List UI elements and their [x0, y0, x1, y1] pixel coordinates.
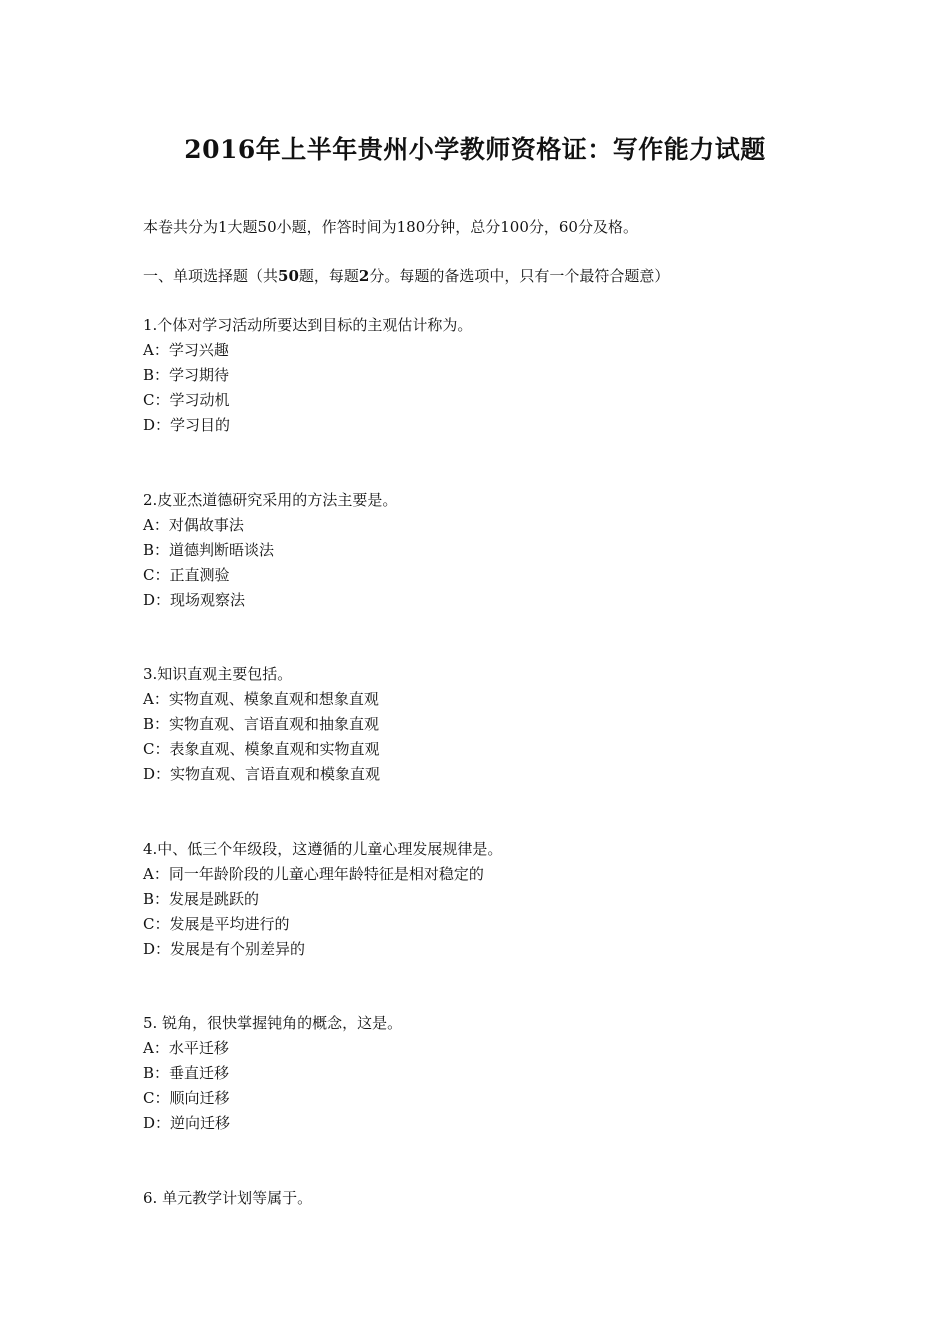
question-option: C：顺向迁移	[143, 1089, 230, 1107]
question-stem: 4.中、低三个年级段，这遵循的儿童心理发展规律是。	[143, 840, 503, 858]
section-heading	[143, 266, 669, 286]
question-option: B：道德判断晤谈法	[143, 541, 275, 559]
question-option: D：实物直观、言语直观和模象直观	[143, 765, 381, 783]
question-option: B：发展是跳跃的	[143, 890, 260, 908]
document-title: 2016年上半年贵州小学教师资格证：写作能力试题	[184, 135, 766, 164]
question-option: A：学习兴趣	[143, 341, 229, 359]
question-option: D：学习目的	[143, 416, 231, 434]
question-option: B：垂直迁移	[143, 1064, 230, 1082]
question-stem: 2.皮亚杰道德研究采用的方法主要是。	[143, 491, 398, 509]
question-option: A：同一年龄阶段的儿童心理年龄特征是相对稳定的	[143, 865, 484, 883]
question-option: C：发展是平均进行的	[143, 915, 290, 933]
section-mid: 题，每题	[298, 267, 359, 285]
question-option: A：水平迁移	[143, 1039, 229, 1057]
section-prefix: 一、单项选择题（共	[143, 267, 279, 285]
question-option: C：表象直观、模象直观和实物直观	[143, 740, 380, 758]
exam-intro: 本卷共分为1大题50小题，作答时间为180分钟，总分100分，60分及格。	[143, 218, 638, 236]
section-count: 50	[278, 267, 299, 285]
question-stem: 6. 单元教学计划等属于。	[143, 1189, 313, 1207]
question-stem: 1.个体对学习活动所要达到目标的主观估计称为。	[143, 316, 473, 334]
question-option: A：实物直观、模象直观和想象直观	[143, 690, 379, 708]
section-points: 2	[358, 267, 370, 285]
question-option: D：现场观察法	[143, 591, 246, 609]
section-suffix: 分。每题的备选项中，只有一个最符合题意）	[369, 267, 670, 285]
question-option: C：正直测验	[143, 566, 230, 584]
question-option: B：实物直观、言语直观和抽象直观	[143, 715, 380, 733]
question-stem: 3.知识直观主要包括。	[143, 665, 293, 683]
question-option: D：逆向迁移	[143, 1114, 231, 1132]
question-option: A：对偶故事法	[143, 516, 244, 534]
question-option: D：发展是有个别差异的	[143, 940, 306, 958]
question-stem: 5. 锐角，很快掌握钝角的概念，这是。	[143, 1014, 403, 1032]
question-option: C：学习动机	[143, 391, 230, 409]
question-option: B：学习期待	[143, 366, 230, 384]
